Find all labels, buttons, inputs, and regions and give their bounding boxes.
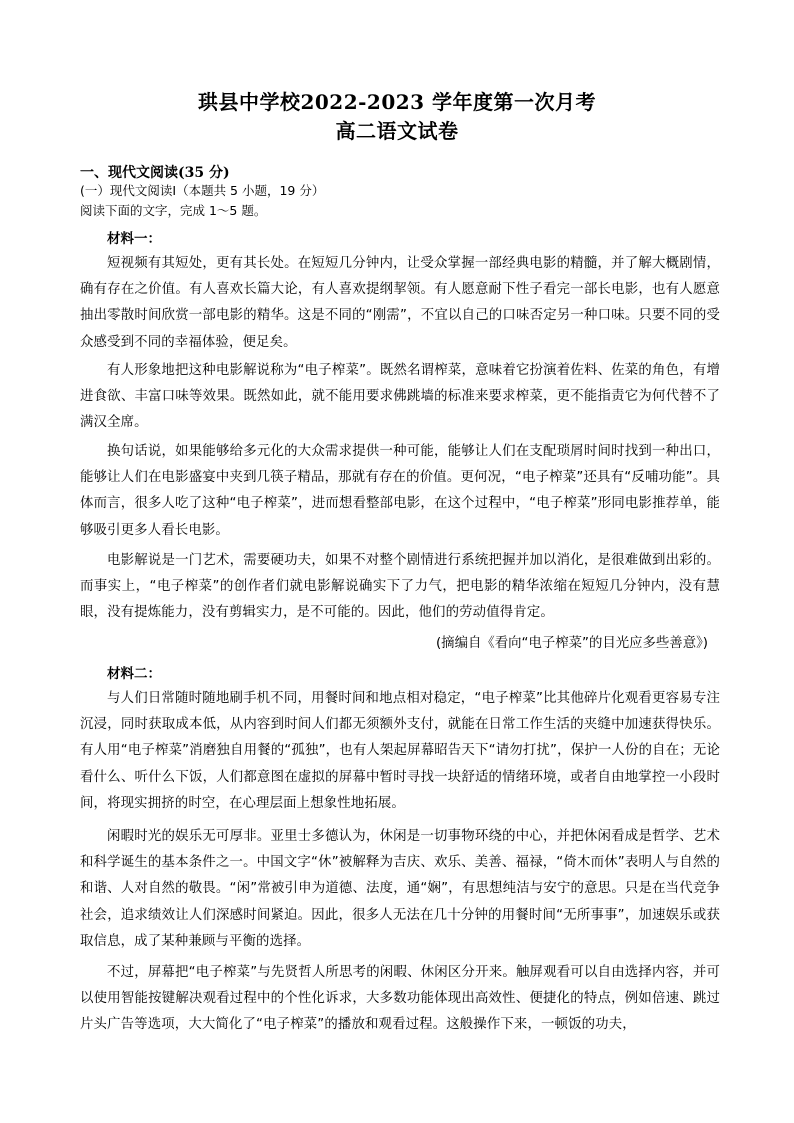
material-two-paragraph: 闲暇时光的娱乐无可厚非。亚里士多德认为，休闲是一切事物环绕的中心，并把休闲看成是哲学、艺术和科学诞生的基本条件之一。中国文字“休”被解释为吉庆、欢乐、美善、福禄，“倚木而休”表明人与自然的和谐、人对自然的敬畏。“闲”常被引申为道德、法度，通“娴”，有思想纯洁与安宁的意思。只是在当代竞争社会，追求绩效让人们深感时间紧迫。因此，很多人无法在几十分钟的用餐时间“无所事事”，加速娱乐或获取信息，成了某种兼顾与平衡的选择。 <box>80 829 720 949</box>
exam-title-subject: 高二语文试卷 <box>335 119 459 143</box>
material-one-paragraph: 短视频有其短处，更有其长处。在短短几分钟内，让受众掌握一部经典电影的精髓，并了解大概剧情，确有存在之价值。有人喜欢长篇大论，有人喜欢提纲挈领。有人愿意耐下性子看完一部长电影，也有人愿意抽出零散时间欣赏一部电影的精华。这是不同的“刚需”，不宜以自己的口味否定另一种口味。只要不同的受众感受到不同的幸福体验，便足矣。 <box>80 256 720 350</box>
subsection-heading: (一）现代文阅读Ⅰ（本题共 5 小题，19 分） <box>80 183 325 198</box>
section-heading: 一、现代文阅读(35 分) <box>80 165 230 181</box>
material-two-paragraph: 不过，屏幕把“电子榨菜”与先贤哲人所思考的闲暇、休闲区分开来。触屏观看可以自由选择内容，并可以使用智能按键解决观看过程中的个性化诉求，大多数功能体现出高效性、便捷化的特点，例如倍速、跳过片头广告等选项，大大简化了“电子榨菜”的播放和观看过程。这般操作下来，一顿饭的功夫， <box>80 965 720 1033</box>
material-two-paragraph: 与人们日常随时随地刷手机不同，用餐时间和地点相对稳定，“电子榨菜”比其他碎片化观看更容易专注沉浸，同时获取成本低，从内容到时间人们都无须额外支付，就能在日常工作生活的夹缝中加速获得快乐。有人用“电子榨菜”消磨独自用餐的“孤独”，也有人架起屏幕昭告天下“请勿打扰”，保护一人份的自在；无论看什么、听什么下饭，人们都意图在虚拟的屏幕中暂时寻找一块舒适的情绪环境，或者自由地掌控一小段时间，将现实拥挤的时空，在心理层面上想象性地拓展。 <box>80 691 720 811</box>
material-two-label: 材料二： <box>107 666 161 682</box>
reading-instruction: 阅读下面的文字，完成 1～5 题。 <box>80 203 267 218</box>
exam-title-school: 珙县中学校2022-2023 学年度第一次月考 <box>197 90 597 114</box>
material-one-source: (摘编自《看向“电子榨菜”的目光应多些善意》) <box>435 636 708 651</box>
material-one-paragraph: 换句话说，如果能够给多元化的大众需求提供一种可能，能够让人们在支配琐屑时间时找到一种出口，能够让人们在电影盛宴中夹到几筷子精品，那就有存在的价值。更何况，“电子榨菜”还具有“反哺功能”。具体而言，很多人吃了这种“电子榨菜”，进而想看整部电影，在这个过程中，“电子榨菜”形同电影推荐单，能够吸引更多人看长电影。 <box>80 444 720 538</box>
material-one-paragraph: 电影解说是一门艺术，需要硬功夫，如果不对整个剧情进行系统把握并加以消化，是很难做到出彩的。而事实上，“电子榨菜”的创作者们就电影解说确实下了力气，把电影的精华浓缩在短短几分钟内，没有慧眼，没有提炼能力，没有剪辑实力，是不可能的。因此，他们的劳动值得肯定。 <box>80 553 720 621</box>
material-one-label: 材料一： <box>107 231 161 247</box>
material-one-paragraph: 有人形象地把这种电影解说称为“电子榨菜”。既然名谓榨菜，意味着它扮演着佐料、佐菜的角色，有增进食欲、丰富口味等效果。既然如此，就不能用要求佛跳墙的标准来要求榨菜，更不能指责它为何代替不了满汉全席。 <box>80 363 720 431</box>
